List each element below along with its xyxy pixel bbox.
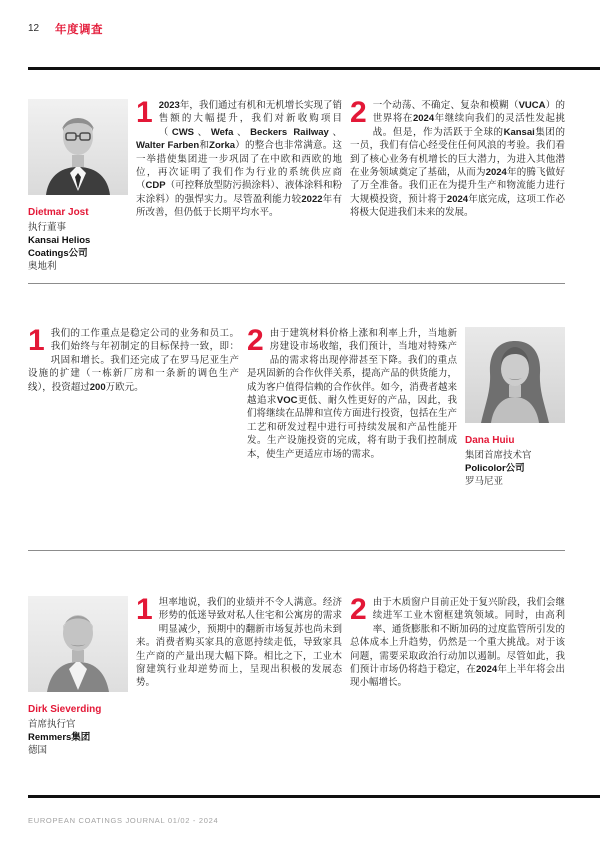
portrait-photo-dana-huiu — [465, 327, 565, 423]
quote-text: 由于建筑材料价格上涨和利率上升，当地新房建设市场收缩，我们预计，当地对特殊产品的需求将出现停滞甚至下降。我们的重点是巩固新的合作伙伴关系，提高产品的供货能力，成为客户值得信赖的合作伙伴。如今，消费者越来越追求VOC更低、耐久性更好的产品，因此，我们将继续在品牌和宣传方面进行投资，包括在生产工艺和研发过程中进行可持续发展和产品性能开发。生产设施投资的完成，将有助于我们控制成本，使生产更适应市场的需求。 — [247, 328, 457, 460]
quote-paragraph — [136, 96, 342, 273]
person-role: 集团首席技术官 — [465, 450, 532, 461]
quote-paragraph — [247, 324, 457, 488]
person-card-dana-huiu — [465, 327, 565, 488]
quote-paragraph — [136, 593, 342, 757]
journal-footer: EUROPEAN COATINGS JOURNAL 01/02 - 2024 — [28, 816, 219, 825]
quote-text: 坦率地说，我们的业绩并不令人满意。经济形势的低迷导致对私人住宅和公寓房的需求明显减少，预期中的翻新市场复苏也尚未到来。消费者购买家具的意愿持续走低，导致家具生产商的产量出现大幅下降。相比之下，工业木窗建筑行业却逆势而上，呈现出积极的发展态势。 — [136, 597, 342, 689]
person-name: Dana Huiu — [465, 435, 515, 446]
top-rule — [28, 67, 600, 70]
person-card-dirk-sieverding — [28, 596, 128, 757]
quote-text: 由于木质窗户目前正处于复兴阶段，我们会继续进军工业木窗框建筑领域。同时，由高利率、通货膨胀和不断加码的过度监管所引发的总体成本上升趋势，仍然是一个重大挑战。对于该问题，需要采取政治行动加以遏制。尽管如此，我们预计市场仍将趋于稳定，在2024年上半年将会出现小幅增长。 — [350, 597, 565, 689]
row-divider — [28, 283, 565, 284]
quote-text: 一个动荡、不确定、复杂和模糊（VUCA）的世界将在2024年继续向我们的灵活性发起挑战。但是，作为活跃于全球的Kansai集团的一员，我们有信心经受住任何风浪的考验。我们看到了核心业务有机增长的巨大潜力，为进入其他潜在业务领域奠定了基础，从而为2024年的腾飞做好了万全准备。我们正在为提升生产和物流能力进行大规模投资，预计将于2024年底完成，这项工作必将极大促进我们未来的发展。 — [350, 100, 565, 219]
person-info — [465, 434, 565, 488]
quote-number: 2 — [350, 96, 367, 129]
person-country: 奥地利 — [28, 261, 57, 272]
quote-paragraph — [28, 324, 239, 488]
quote-text: 我们的工作重点是稳定公司的业务和员工。我们始终与年初制定的目标保持一致，即：巩固和增长。我们还完成了在罗马尼亚生产设施的扩建（一栋新厂房和一条新的调色生产线），投资超过200万欧元。 — [28, 328, 239, 393]
row-dana-huiu — [28, 324, 565, 488]
person-role: 执行董事 — [28, 222, 67, 233]
row-dietmar-jost — [28, 96, 565, 273]
bottom-rule — [28, 795, 600, 798]
person-role: 首席执行官 — [28, 719, 76, 730]
quote-paragraph — [350, 593, 565, 757]
person-info — [28, 703, 128, 757]
person-info — [28, 206, 128, 273]
person-name: Dietmar Jost — [28, 207, 89, 218]
person-country: 罗马尼亚 — [465, 476, 504, 487]
person-company: Kansai Helios Coatings公司 — [28, 235, 91, 259]
row-dirk-sieverding — [28, 593, 565, 757]
person-name: Dirk Sieverding — [28, 704, 102, 715]
quote-paragraph — [350, 96, 565, 273]
quote-number: 1 — [28, 324, 45, 357]
quote-number: 1 — [136, 96, 153, 129]
portrait-photo-dirk-sieverding — [28, 596, 128, 692]
row-divider — [28, 550, 565, 551]
page-number: 12 — [28, 23, 40, 34]
quote-number: 2 — [247, 324, 264, 357]
person-company: Remmers集团 — [28, 732, 91, 743]
quote-number: 1 — [136, 593, 153, 626]
quote-number: 2 — [350, 593, 367, 626]
person-company: Policolor公司 — [465, 463, 525, 474]
portrait-photo-dietmar-jost — [28, 99, 128, 195]
section-title: 年度调查 — [55, 24, 103, 36]
person-country: 德国 — [28, 745, 48, 756]
person-card-dietmar-jost — [28, 99, 128, 273]
quote-text: 2023年，我们通过有机和无机增长实现了销售额的大幅提升，我们对新收购项目（CWS、Wefa、Beckers Railway、Walter Farben和Zorka）的整合也非常满意。这一举措使集团进一步巩固了在中欧和西欧的地位，再次证明了我们作为行业的系统供应商（CDP（可控释放型防污损涂料）、液体涂料和粉末涂料）的强悍实力。尽管盈利能力较2022年有所改善，但仍低于长期平均水平。 — [136, 100, 342, 219]
